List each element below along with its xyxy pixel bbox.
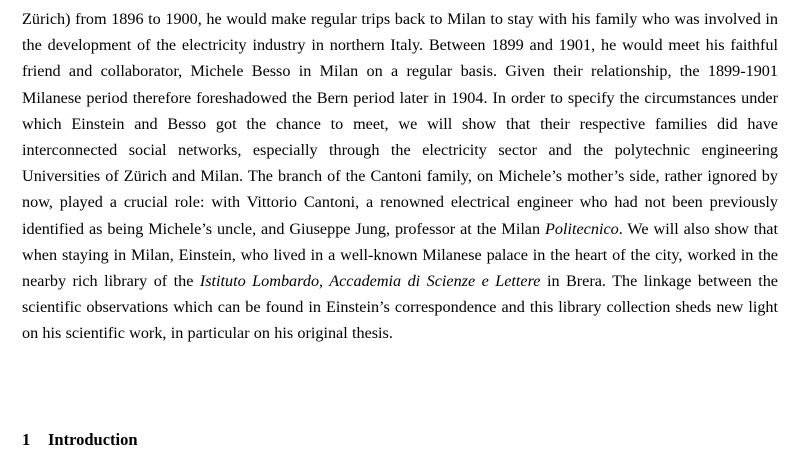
abstract-text-run: Zürich) from 1896 to 1900, he would make regular trips back to Milan to stay with his family who was involved in the development of the electricity industry in northern Italy. Between 1899 and 1901, he would meet his faithful friend and collaborator, Michele Besso in Milan on a regular basis. Given their relationship, the 1899-1901 Milanese period therefore foreshadowed the Bern period later in 1904. In order to specify the circumstances under which Einstein and Besso got the chance to meet, we will show that their respective families did have interconnected social networks, especially through the electricity sector and the polytechnic engineering Universities of Zürich and Milan. The branch of the Cantoni family, on Michele’s mother’s side, rather ignored by now, played a crucial role: with Vittorio Cantoni, a renowned electrical engineer who had not been previously identified as being Michele’s uncle, and Giuseppe Jung, professor at the Milan <box>22 10 778 238</box>
abstract-italic-run: Politecnico <box>545 219 619 238</box>
section-title: Introduction <box>48 430 138 449</box>
section-number: 1 <box>22 430 31 449</box>
abstract-text-run: in Brera. The linkage between the scientific observations which can be found in Einstein’s correspondence and this library collection sheds new light on his scientific work, in particular on his original thesis. <box>22 272 778 343</box>
section-heading <box>22 430 138 450</box>
abstract-italic-run: Istituto Lombardo, Accademia di Scienze e Lettere <box>199 272 541 291</box>
abstract-text-run: . We will also show that when staying in Milan, Einstein, who lived in a well-known Milanese palace in the heart of the city, worked in the nearby rich library of the <box>22 219 778 291</box>
abstract-paragraph <box>22 6 778 347</box>
